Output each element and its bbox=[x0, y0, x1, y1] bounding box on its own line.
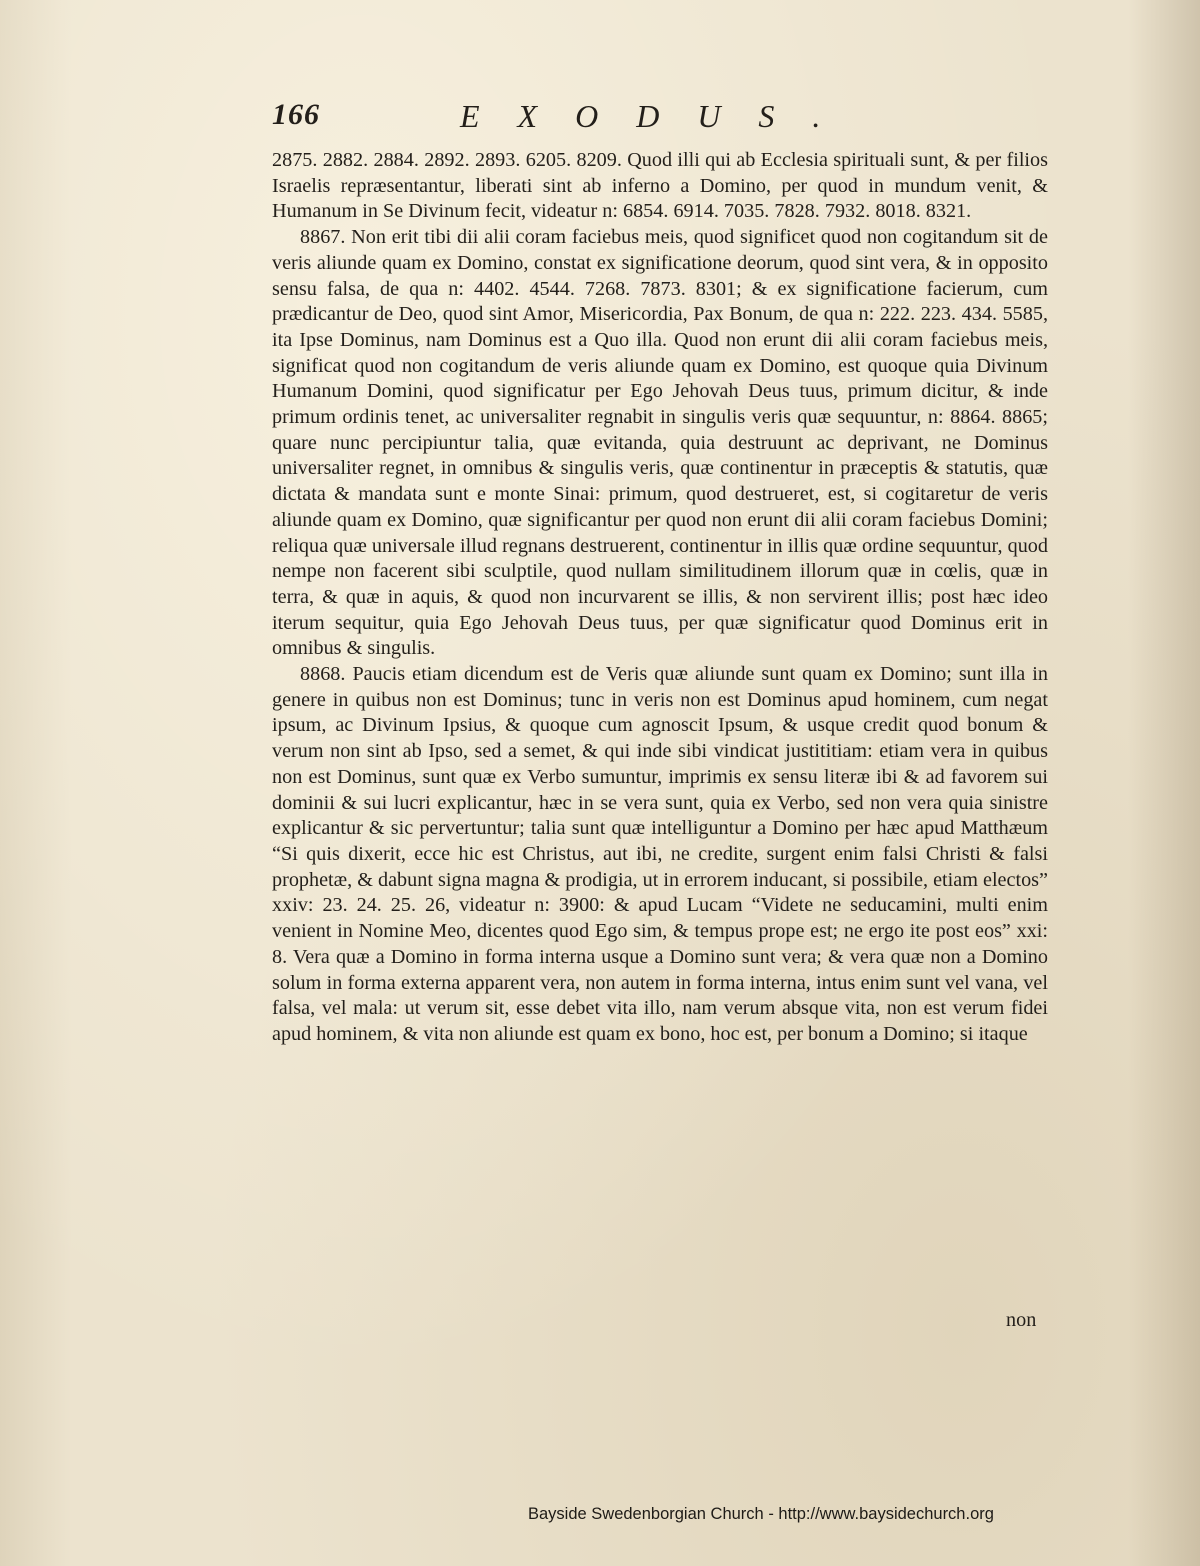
paragraph-continuation: 2875. 2882. 2884. 2892. 2893. 6205. 8209. Quod illi qui ab Ecclesia spirituali sunt, & per filios Israelis repræsentantur, liberati sint ab inferno a Domino, per quod in mundum venit, & Humanum in Se Divinum fecit, videatur n: 6854. 6914. 7035. 7828. 7932. 8018. 8321. bbox=[272, 149, 1048, 223]
paragraph-8867: 8867. Non erit tibi dii alii coram faciebus meis, quod significet quod non cogitandum sit de veris aliunde quam ex Domino, constat ex significatione deorum, quod sint vera, & in opposito sensu falsa, de qua n: 4402. 4544. 7268. 7873. 8301; & ex significatione facierum, cum prædicantur de Deo, quod sint Amor, Misericordia, Pax Bonum, de qua n: 222. 223. 434. 5585, ita Ipse Dominus, nam Dominus est a Quo illa. Quod non erunt dii alii coram faciebus meis, significat quod non cogitandum de veris aliunde quam ex Domino, est quoque quia Divinum Humanum Domini, quod significatur per Ego Jehovah Deus tuus, primum dicitur, & inde primum ordinis tenet, ac universaliter regnabit in singulis veris quæ sequuntur, n: 8864. 8865; quare nunc percipiuntur talia, quæ evitanda, quia destruunt ac deprivant, ne Dominus universaliter regnet, in omnibus & singulis veris, quæ continentur in præceptis & statutis, quæ dictata & mandata sunt e monte Sinai: primum, quod destrueret, est, si cogitaretur de veris aliunde quam ex Domino, quæ significantur per quod non erunt dii alii coram faciebus Domini; reliqua quæ universale illud regnans destruerent, continentur in illis quæ ordine sequuntur, quod nempe non facerent sibi sculptile, quod nullam similitudinem illorum quæ in cœlis, quæ in terra, & quæ in aquis, & quod non incurvarent se illis, & non servirent illis; post hæc ideo iterum sequitur, quia Ego Jehovah Deus tuus, per quæ significatur quod Dominus erit in omnibus & singulis. bbox=[272, 226, 1048, 660]
paragraph-8868: 8868. Paucis etiam dicendum est de Veris quæ aliunde sunt quam ex Domino; sunt illa in genere in quibus non est Dominus; tunc in veris non est Dominus apud hominem, cum negat ipsum, ac Divinum Ipsius, & quoque cum agnoscit Ipsum, & usque credit quod bonum & verum non sint ab Ipso, sed a semet, & qui inde sibi vindicat justititiam: etiam vera in quibus non est Dominus, sunt quæ ex Verbo sumuntur, imprimis ex sensu literæ ibi & ad favorem sui dominii & sui lucri explicantur, hæc in se vera sunt, quia ex Verbo, sed non vera quia sinistre explicantur & sic pervertuntur; talia sunt quæ intelliguntur a Domino per hæc apud Matthæum “Si quis dixerit, ecce hic est Christus, aut ibi, ne credite, surgent enim falsi Christi & falsi prophetæ, & dabunt signa magna & prodigia, ut in errorem inducant, si possibile, etiam electos” xxiv: 23. 24. 25. 26, videatur n: 3900: & apud Lucam “Videte ne seducamini, multi enim venient in Nomine Meo, dicentes quod Ego sim, & tempus prope est; ne ergo ite post eos” xxi: 8. Vera quæ a Domino in forma interna usque a Domino sunt vera; & vera quæ non a Domino solum in forma externa apparent vera, non autem in forma interna, intus enim sunt vel vana, vel falsa, vel mala: ut verum sit, esse debet vita illo, nam verum absque vita, non est verum fidei apud hominem, & vita non aliunde est quam ex bono, hoc est, per bonum a Domino; si itaque bbox=[272, 663, 1048, 1045]
body-text bbox=[272, 148, 1048, 1048]
page-header bbox=[270, 98, 1050, 142]
running-title: EXODUS. bbox=[460, 98, 859, 134]
footer-credit: Bayside Swedenborgian Church - http://www.baysidechurch.org bbox=[528, 1505, 994, 1523]
page-number: 166 bbox=[272, 98, 320, 131]
catchword: non bbox=[1006, 1309, 1037, 1331]
